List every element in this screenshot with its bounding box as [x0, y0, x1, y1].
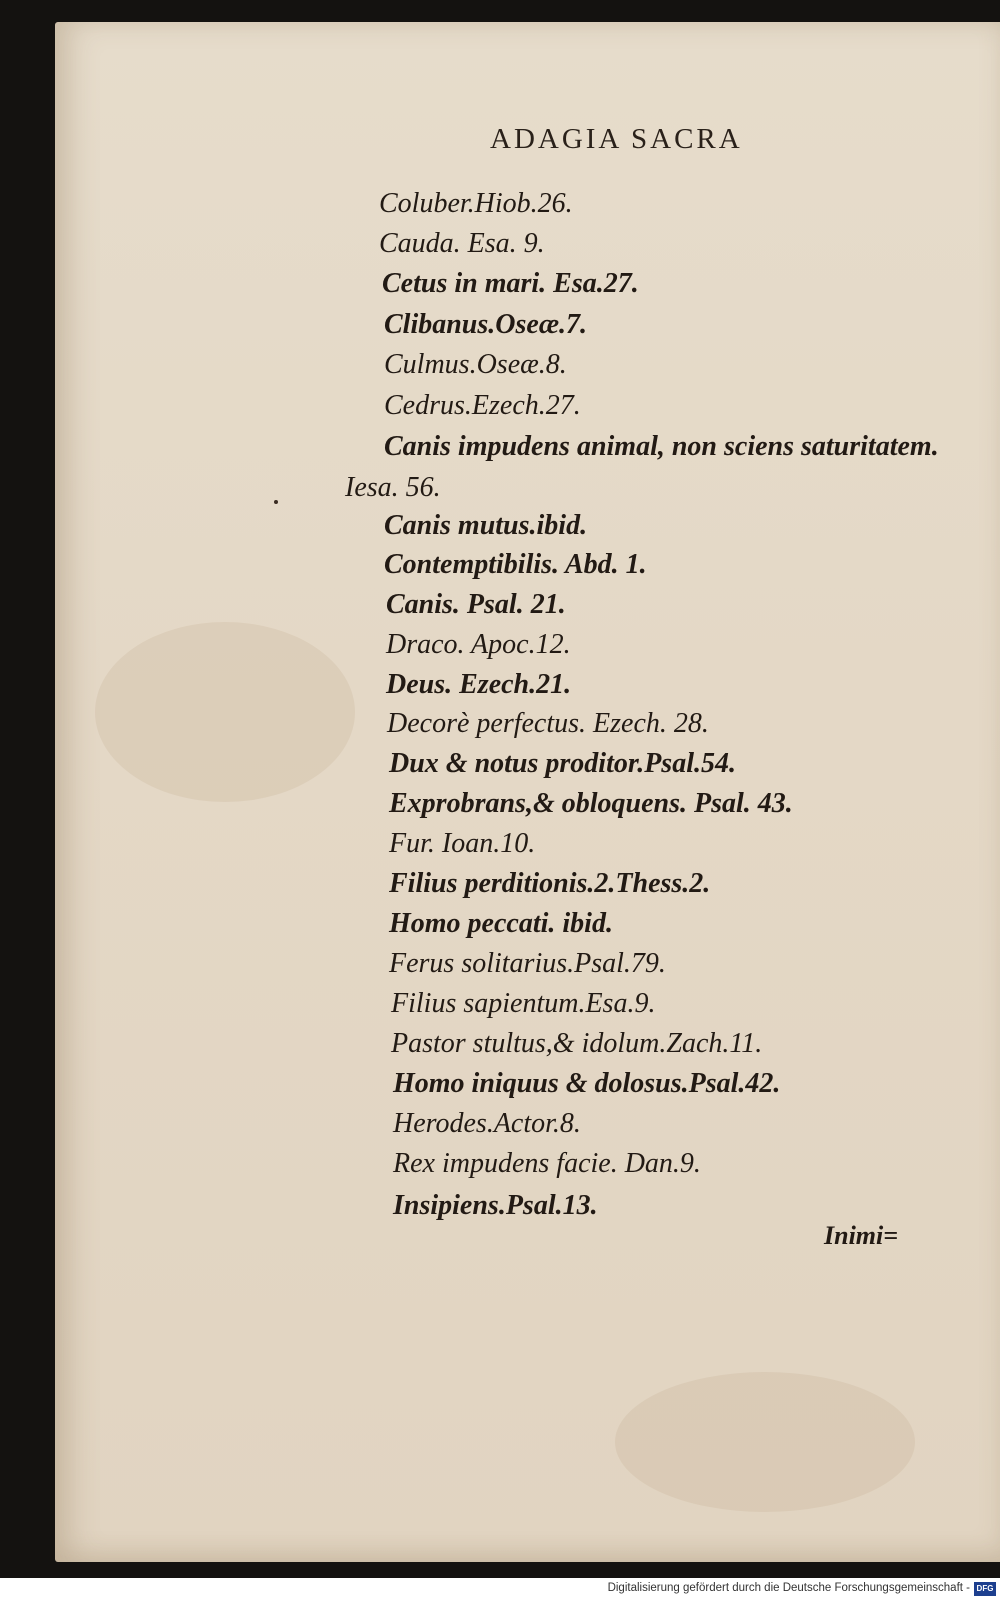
- entry-line: Cetus in mari. Esa.27.: [382, 268, 639, 299]
- entry-line: Iesa. 56.: [345, 472, 441, 503]
- entry-line: Canis mutus.ibid.: [384, 510, 588, 541]
- entry-line: Fur. Ioan.10.: [389, 828, 536, 859]
- footer-credit: Digitalisierung gefördert durch die Deutsche Forschungsgemeinschaft -: [607, 1582, 970, 1594]
- entry-line: Deus. Ezech.21.: [386, 669, 572, 700]
- entry-line: Coluber.Hiob.26.: [379, 188, 573, 219]
- entry-line: Dux & notus proditor.Psal.54.: [389, 748, 736, 779]
- catchword: Inimi=: [824, 1221, 899, 1250]
- entry-line: Contemptibilis. Abd. 1.: [384, 549, 647, 580]
- entry-line: Cauda. Esa. 9.: [379, 228, 545, 259]
- entry-line: Filius perditionis.2.Thess.2.: [389, 868, 711, 899]
- entry-line: Ferus solitarius.Psal.79.: [389, 948, 666, 979]
- dfg-logo-icon: DFG: [974, 1582, 996, 1596]
- entry-line: Herodes.Actor.8.: [393, 1108, 581, 1139]
- footer-bar: [0, 1578, 1000, 1601]
- entry-line: Decorè perfectus. Ezech. 28.: [387, 708, 709, 739]
- entry-line: Canis impudens animal, non sciens saturitatem.: [384, 431, 939, 462]
- entry-line: Filius sapientum.Esa.9.: [391, 988, 656, 1019]
- entry-line: Draco. Apoc.12.: [386, 629, 571, 660]
- entry-line: Homo peccati. ibid.: [389, 908, 613, 939]
- entry-line: Canis. Psal. 21.: [386, 589, 566, 620]
- entry-line: Clibanus.Oseæ.7.: [384, 309, 588, 340]
- running-head: ADAGIA SACRA: [490, 123, 743, 155]
- entry-line: Pastor stultus,& idolum.Zach.11.: [391, 1028, 763, 1059]
- ink-speck: [274, 500, 278, 504]
- entry-line: Exprobrans,& obloquens. Psal. 43.: [389, 788, 793, 819]
- entry-line: Cedrus.Ezech.27.: [384, 390, 581, 421]
- entry-line: Rex impudens facie. Dan.9.: [393, 1148, 701, 1179]
- paper-stain: [95, 622, 355, 802]
- entry-line: Insipiens.Psal.13.: [393, 1190, 598, 1221]
- paper-stain: [615, 1372, 915, 1512]
- entry-line: Homo iniquus & dolosus.Psal.42.: [393, 1068, 781, 1099]
- entry-line: Culmus.Oseæ.8.: [384, 349, 567, 380]
